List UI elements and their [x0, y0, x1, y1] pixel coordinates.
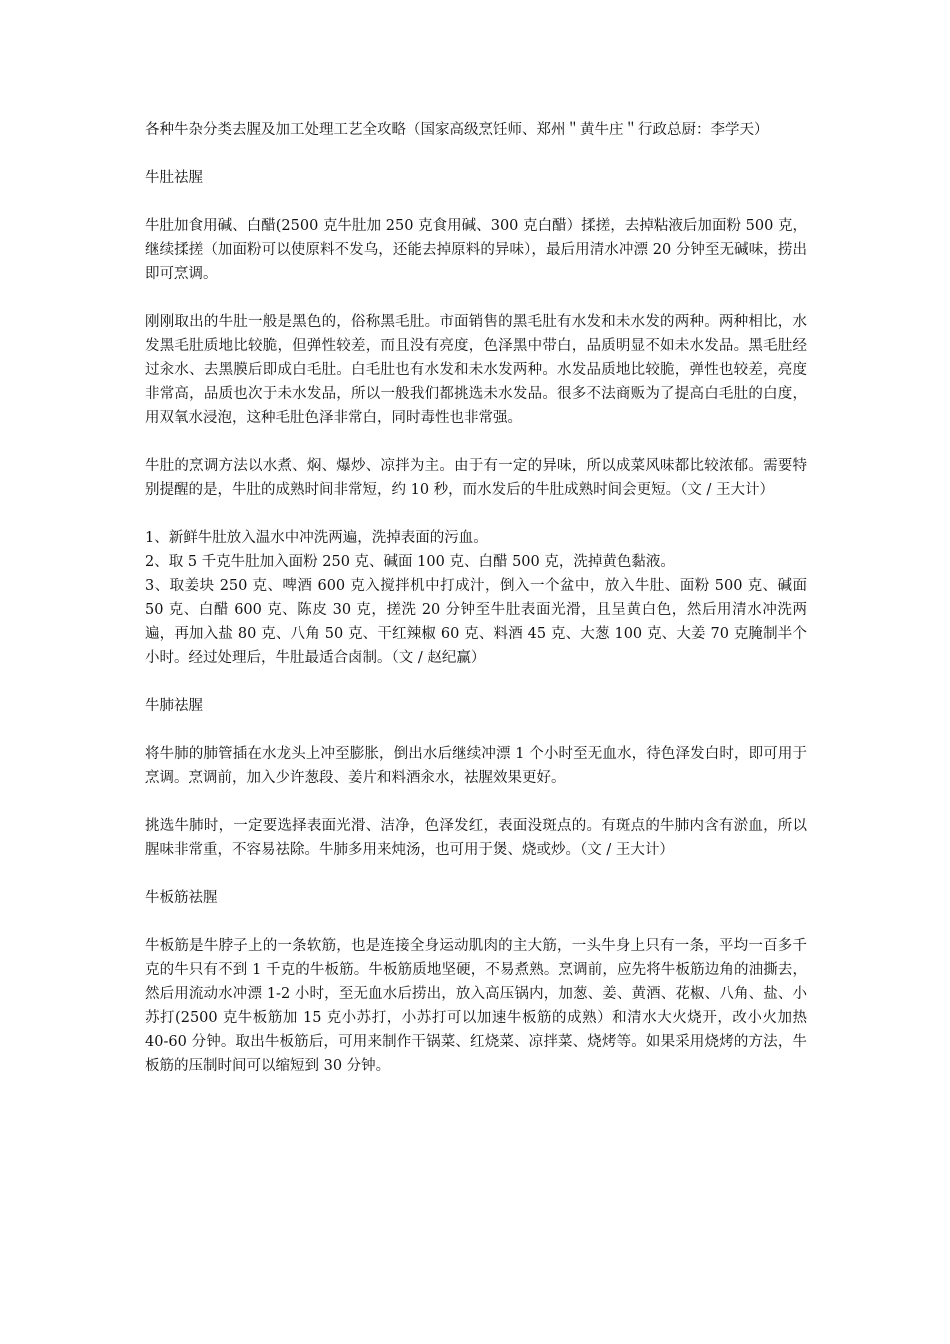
paragraph: 牛肚的烹调方法以水煮、焖、爆炒、凉拌为主。由于有一定的异味，所以成菜风味都比较浓郁。需要特别提醒的是，牛肚的成熟时间非常短，约 10 秒，而水发后的牛肚成熟时间会更短。（文 / 王大计）: [145, 458, 807, 498]
list-item: 3、取姜块 250 克、啤酒 600 克入搅拌机中打成汁，倒入一个盆中，放入牛肚、面粉 500 克、碱面 50 克、白醋 600 克、陈皮 30 克，搓洗 20 分钟至牛肚表面光滑，且呈黄白色，然后用清水冲洗两遍，再加入盐 80 克、八角 50 克、干红辣椒 60 克、料酒 45 克、大葱 100 克、大姜 70 克腌制半个小时。经过处理后，牛肚最适合卤制。（文 / 赵纪赢）: [145, 578, 807, 666]
paragraph-block: [145, 310, 807, 430]
document-title-block: [145, 118, 807, 142]
paragraph: 牛板筋是牛脖子上的一条软筋，也是连接全身运动肌肉的主大筋，一头牛身上只有一条，平均一百多千克的牛只有不到 1 千克的牛板筋。牛板筋质地坚硬，不易煮熟。烹调前，应先将牛板筋边角的油撕去，然后用流动水冲漂 1-2 小时，至无血水后捞出，放入高压锅内，加葱、姜、黄酒、花椒、八角、盐、小苏打(2500 克牛板筋加 15 克小苏打，小苏打可以加速牛板筋的成熟）和清水大火烧开，改小火加热 40-60 分钟。取出牛板筋后，可用来制作干锅菜、红烧菜、凉拌菜、烧烤等。如果采用烧烤的方法，牛板筋的压制时间可以缩短到 30 分钟。: [145, 938, 807, 1074]
document-title: 各种牛杂分类去腥及加工处理工艺全攻略（国家高级烹饪师、郑州＂黄牛庄＂行政总厨：李学天）: [145, 122, 769, 138]
paragraph-block: [145, 214, 807, 286]
paragraph: 挑选牛肺时，一定要选择表面光滑、洁净，色泽发红，表面没斑点的。有斑点的牛肺内含有淤血，所以腥味非常重，不容易祛除。牛肺多用来炖汤，也可用于煲、烧或炒。（文 / 王大计）: [145, 818, 807, 858]
paragraph: 刚刚取出的牛肚一般是黑色的，俗称黑毛肚。市面销售的黑毛肚有水发和未水发的两种。两种相比，水发黑毛肚质地比较脆，但弹性较差，而且没有亮度，色泽黑中带白，品质明显不如未水发品。黑毛肚经过汆水、去黑膜后即成白毛肚。白毛肚也有水发和未水发两种。水发品质地比较脆，弹性也较差，亮度非常高，品质也次于未水发品，所以一般我们都挑选未水发品。很多不法商贩为了提高白毛肚的白度，用双氧水浸泡，这种毛肚色泽非常白，同时毒性也非常强。: [145, 314, 807, 426]
paragraph-block: [145, 934, 807, 1078]
paragraph-block: [145, 814, 807, 862]
paragraph-block: [145, 742, 807, 790]
section-heading-tendon: 牛板筋祛腥: [145, 890, 218, 906]
list-item: 2、取 5 千克牛肚加入面粉 250 克、碱面 100 克、白醋 500 克，洗掉黄色黏液。: [145, 554, 675, 570]
steps-list: [145, 526, 807, 670]
section-heading-lung: 牛肺祛腥: [145, 698, 203, 714]
section-heading-tripe: 牛肚祛腥: [145, 170, 203, 186]
document-page: [145, 118, 807, 1102]
list-item: 1、新鲜牛肚放入温水中冲洗两遍，洗掉表面的污血。: [145, 530, 488, 546]
paragraph: 牛肚加食用碱、白醋(2500 克牛肚加 250 克食用碱、300 克白醋）揉搓，去掉粘液后加面粉 500 克，继续揉搓（加面粉可以使原料不发乌，还能去掉原料的异味），最后用清水冲漂 20 分钟至无碱味，捞出即可烹调。: [145, 218, 807, 282]
paragraph: 将牛肺的肺管插在水龙头上冲至膨胀，倒出水后继续冲漂 1 个小时至无血水，待色泽发白时，即可用于烹调。烹调前，加入少许葱段、姜片和料酒汆水，祛腥效果更好。: [145, 746, 807, 786]
paragraph-block: [145, 454, 807, 502]
